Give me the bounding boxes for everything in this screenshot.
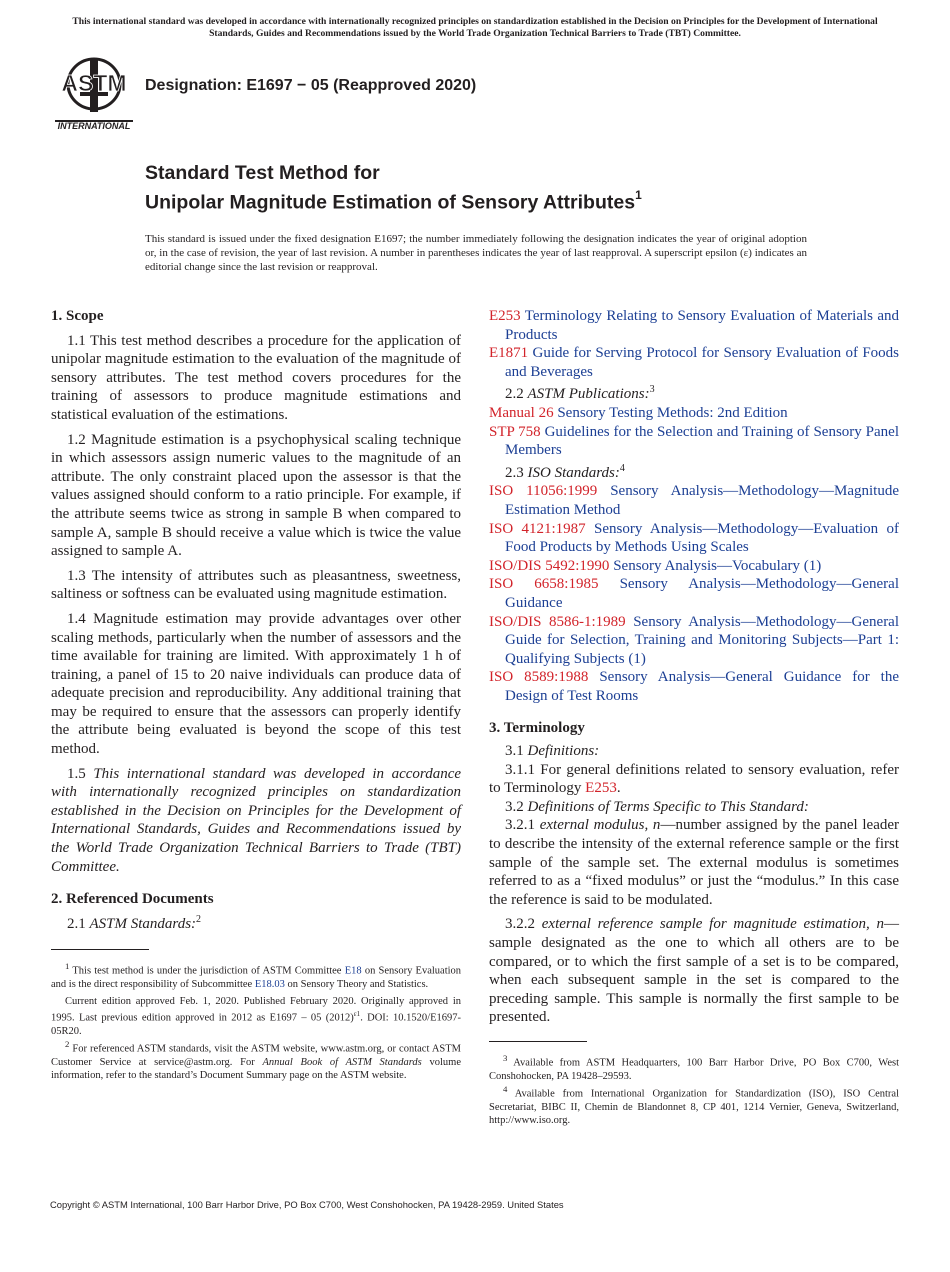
left-column [51,307,461,1082]
iso-standard-ref-code[interactable]: ISO 6658:1985 [489,576,599,593]
iso-standard-ref-item [489,557,899,576]
iso-standard-ref-item [489,575,899,612]
iso-standard-ref-title[interactable]: Sensory Analysis—Methodology—Evaluation of Food Products by Methods Using Scales [505,520,900,556]
para-3-2-2 [489,915,899,1027]
footnote-1-mark: 1 [65,961,70,972]
footnote-1-edition-b: . DOI: 10.1520/E1697-05R20. [51,1012,461,1037]
astm-publication-ref-item [489,423,899,460]
tbt-notice: This international standard was developed in accordance with internationally recognized principles on standardization established in the Decision on Principles for the Development of International Standards, Guides and Recommendations issued by the World Trade Organization Technical Barriers to Trade (TBT) Committee. [72,16,878,39]
para-1-3: 1.3 The intensity of attributes such as pleasantness, sweetness, saltiness or softness can be evaluated using magnitude estimation. [51,567,461,603]
footnotes-right [489,1052,899,1127]
footnote-3 [489,1052,899,1083]
iso-standard-ref-title[interactable]: Sensory Analysis—Methodology—General Guide for Selection, Training and Monitoring Subjects—Part 1: Qualifying Subjects (1) [505,613,900,667]
para-3-1 [489,742,899,761]
para-3-2-1 [489,816,899,909]
footnote-1-edition [51,995,461,1038]
link-e18[interactable]: E18 [344,965,362,977]
astm-standard-ref-title[interactable]: Guide for Serving Protocol for Sensory Evaluation of Foods and Beverages [505,345,899,380]
para-1-5 [51,765,461,877]
para-3-2-2-text: —sample designated as the one to which all others are to be compared, or to which the first sample of a set is to be compared, when each subsequent sample in the set is compared to the preceding sample. This sample is normally the first sample to be presented. [489,916,899,1026]
iso-standard-ref-title[interactable]: Sensory Analysis—General Guidance for the Design of Test Rooms [505,669,900,704]
footnote-2 [51,1038,461,1082]
para-2-1 [51,911,461,934]
iso-standard-ref-code[interactable]: ISO 11056:1999 [489,483,598,500]
iso-standard-ref-item [489,482,899,519]
iso-standards-label: ISO Standards: [527,464,620,481]
scope-heading: 1. Scope [51,308,104,324]
footnote-2-italic: Annual Book of ASTM Standards [262,1056,422,1068]
para-3-1-1-text: 3.1.1 For general definitions related to sensory evaluation, refer to Terminology [489,761,899,797]
footnote-ref-2[interactable]: 2 [196,913,202,925]
para-2-1-num: 2.1 [67,915,86,932]
iso-standard-ref-code[interactable]: ISO 8589:1988 [489,669,589,686]
designation: Designation: E1697 − 05 (Reapproved 2020) [145,77,477,94]
para-1-5-num: 1.5 [67,765,86,782]
link-e18-03[interactable]: E18.03 [254,979,285,991]
copyright: Copyright © ASTM International, 100 Barr Harbor Drive, PO Box C700, West Conshohocken, PA 19428-2959. United States [50,1199,564,1210]
para-2-3-num: 2.3 [505,464,524,481]
iso-standard-ref-item [489,520,899,557]
para-1-5-text: This international standard was developed in accordance with internationally recognized principles on standardization established in the Decision on Principles for the Development of International Standards, Guides and Recommendations issued by the World Trade Organization Technical Barriers to Trade (TBT) Committee. [51,765,462,875]
iso-standard-ref-code[interactable]: ISO/DIS 5492:1990 [489,557,610,574]
astm-publication-ref-title[interactable]: Sensory Testing Methods: 2nd Edition [557,404,788,421]
term-external-reference: external reference sample for magnitude estimation, n [541,916,884,933]
definitions-label: Definitions: [527,743,600,760]
para-1-2: 1.2 Magnitude estimation is a psychophysical scaling technique in which assessors assign numeric values to the magnitude of an attribute. The only constraint placed upon the assessor is that the values assigned should conform to a ratio principle. For example, if the attribute seems twice as strong in sample B when compared to sample A, sample B should receive a value which is twice the value assigned to sample A. [51,431,461,560]
terminology-heading: 3. Terminology [489,720,585,737]
para-3-1-1-end: . [616,780,621,797]
footnote-2-b: volume information, refer to the standard’s Document Summary page on the ASTM website. [51,1056,462,1081]
astm-publication-ref-code[interactable]: STP 758 [489,423,541,440]
astm-publication-ref-item [489,404,899,423]
iso-standard-ref-title[interactable]: Sensory Analysis—Methodology—Magnitude Estimation Method [505,483,900,518]
iso-standard-ref-code[interactable]: ISO 4121:1987 [489,520,586,537]
astm-publications-label: ASTM Publications: [527,386,650,403]
link-e253-terminology[interactable]: E253 [585,780,617,797]
refdocs-heading: 2. Referenced Documents [51,891,214,908]
iso-standard-ref-code[interactable]: ISO/DIS 8586-1:1989 [489,613,626,630]
para-2-2-num: 2.2 [505,386,524,403]
footnote-4-mark: 4 [503,1084,508,1095]
para-3-2-num: 3.2 [505,798,524,815]
footnote-2-a: For referenced ASTM standards, visit the ASTM website, www.astm.org, or contact ASTM Customer Service at service@astm.org. For [51,1043,462,1068]
footnote-1-a: This test method is under the jurisdiction of ASTM Committee [72,965,342,977]
astm-logo [54,56,134,132]
astm-publication-ref-title[interactable]: Guidelines for the Selection and Training of Sensory Panel Members [505,423,899,459]
para-3-2 [489,798,899,817]
para-1-1: 1.1 This test method describes a procedure for the application of unipolar magnitude estimation to the evaluation of the magnitude of sensory attributes. The test method covers procedures for the training of assessors to produce magnitude estimations and statistical evaluation of the estimations. [51,332,461,423]
footnote-2-mark: 2 [65,1038,70,1049]
footnote-ref-3[interactable]: 3 [649,384,655,396]
astm-standard-ref-title[interactable]: Terminology Relating to Sensory Evaluation of Materials and Products [505,308,900,343]
issuance-note: This standard is issued under the fixed designation E1697; the number immediately following the designation indicates the year of original adoption or, in the case of revision, the year of last revision. A number in parentheses indicates the year of last reapproval. A superscript epsilon (ε) indicates an editorial change since the last revision or reapproval. [145,233,807,273]
astm-standard-ref-item [489,344,899,381]
astm-standards-label: ASTM Standards: [89,915,197,932]
footnote-3-text: Available from ASTM Headquarters, 100 Barr Harbor Drive, PO Box C700, West Conshohocken, PA 19428–29593. [489,1057,899,1082]
footnote-1-c: on Sensory Theory and Statistics. [287,979,429,991]
astm-publications-list [489,404,899,460]
para-1-4: 1.4 Magnitude estimation may provide advantages over other scaling methods, particularly when the number of assessors and the time available for training are limited. With approximately 1 h of training, a panel of 15 to 20 naive individuals can produce data of adequate precision and reproducibility. Any additional training that may be required to ensure that the assessors can properly identify the attribute being evaluated is beyond the scope of this test method. [51,610,461,758]
para-3-2-2-num: 3.2.2 [505,916,535,933]
epsilon-sup: ε1 [353,1009,361,1018]
footnotes-left [51,960,461,1082]
para-2-2 [489,381,899,404]
title-line-2: Unipolar Magnitude Estimation of Sensory Attributes [145,191,636,214]
title-line-1: Standard Test Method for [145,162,380,184]
right-column [489,307,899,1127]
footnote-4 [489,1083,899,1127]
astm-publication-ref-code[interactable]: Manual 26 [489,404,554,421]
para-3-2-1-num: 3.2.1 [505,817,535,834]
iso-standard-ref-item [489,613,899,669]
footnote-1 [51,960,461,991]
iso-standards-list [489,482,899,705]
title-footnote-ref[interactable]: 1 [635,188,642,202]
document-title [145,161,642,215]
footnote-3-mark: 3 [503,1052,508,1063]
para-3-2-1-text: —number assigned by the panel leader to describe the intensity of the external reference sample or the first sample of the sample set. The external modulus is sometimes referred to as a “fixed modulus” or just the “modulus.” In this case the reference is said to be modulated. [489,817,900,908]
astm-standards-list [489,307,899,381]
para-3-1-1 [489,761,899,798]
footnote-4-text: Available from International Organization for Standardization (ISO), ISO Central Secretariat, BIBC II, Chemin de Blandonnet 8, CP 401, 1214 Vernier, Geneva, Switzerland, http://www.iso.org. [489,1088,899,1127]
footnote-rule-right [489,1041,587,1042]
footnote-ref-4[interactable]: 4 [619,462,625,474]
iso-standard-ref-title[interactable]: Sensory Analysis—Methodology—General Guidance [505,576,899,611]
term-external-modulus: external modulus, n [539,817,661,834]
footnote-rule-left [51,949,149,950]
astm-standard-ref-item [489,307,899,344]
para-3-1-num: 3.1 [505,743,524,760]
logo-subtext: INTERNATIONAL [57,121,131,131]
specific-definitions-label: Definitions of Terms Specific to This Standard: [527,798,809,815]
astm-standard-ref-code[interactable]: E1871 [489,345,529,362]
para-2-3 [489,460,899,483]
iso-standard-ref-title[interactable]: Sensory Analysis—Vocabulary (1) [613,557,822,574]
footnote-1-b: on Sensory Evaluation and is the direct responsibility of Subcommittee [51,965,462,991]
footnote-1-edition-a: Current edition approved Feb. 1, 2020. Published February 2020. Originally approved in 1995. Last previous edition approved in 2012 as E1697 – 05 (2012) [51,995,461,1024]
astm-standard-ref-code[interactable]: E253 [489,308,521,324]
iso-standard-ref-item [489,668,899,705]
logo-text: ASTM [61,70,127,96]
